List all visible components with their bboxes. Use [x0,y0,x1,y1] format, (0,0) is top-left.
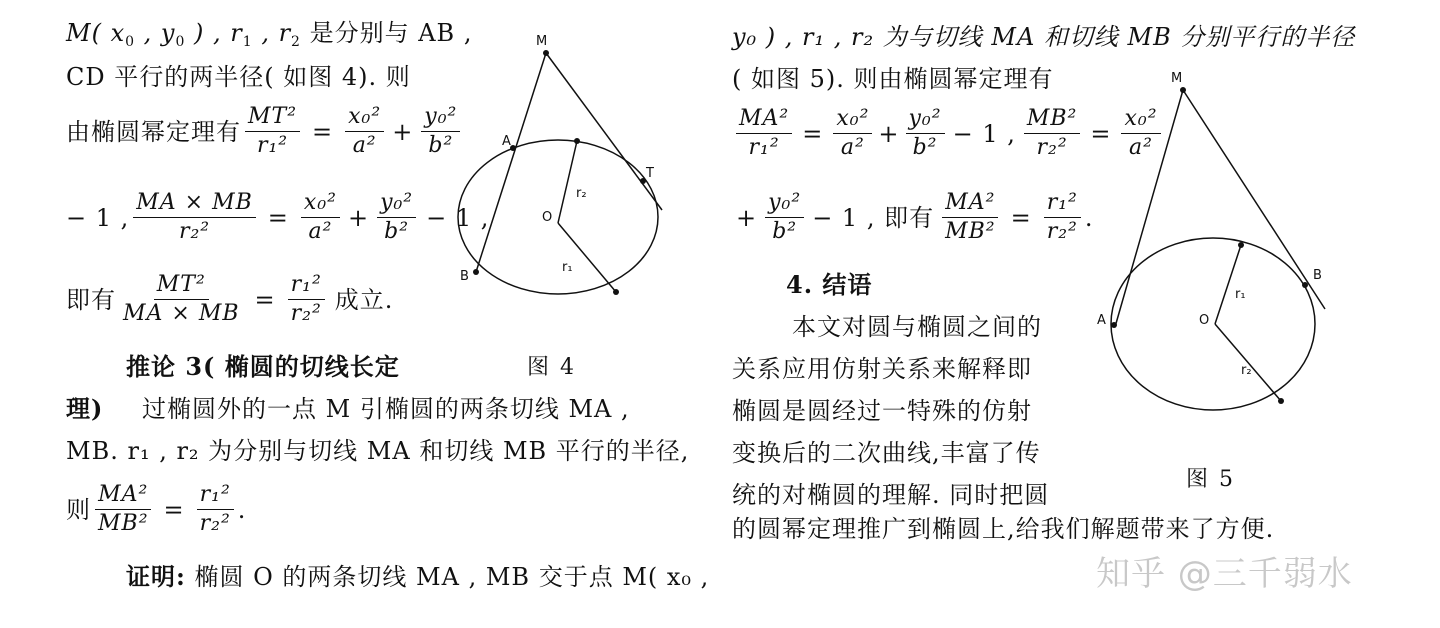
label-M: M [1171,71,1183,86]
fraction: $\frac{\text{x₀²}}{\text{a²}}$ [833,106,872,161]
fraction: $\frac{\text{MT²}}{\text{r₁²}}$ [245,104,300,159]
label-A: A [1097,313,1106,328]
conclusion-line-6: 的圆幂定理推广到椭圆上,给我们解题带来了方便. [732,515,1275,543]
right-line-2: ( 如图 5). 则由椭圆幂定理有 [732,65,1054,93]
point-r1-end [613,289,619,295]
tangent-line-MB [1183,90,1325,309]
conclusion-line-2: 关系应用仿射关系来解释即 [732,355,1032,383]
fraction: $\frac{\text{r₁²}}{\text{r₂²}}$ [197,482,234,537]
equation-line-1: 由椭圆幂定理有 $\frac{\text{MT²}}{\text{r₁²}}$ = $\frac{\text{x₀²}}{\text{a²}}$ + $\frac{\text{y₀²}}{\text{b²}}$ [66,104,464,159]
tangent-line-MT [546,53,662,210]
fraction: $\frac{\text{y₀²}}{\text{b²}}$ [765,190,804,245]
point-r2-end [1278,398,1284,404]
point-r1-end [1238,242,1244,248]
fraction: $\frac{\text{MA²}}{\text{r₁²}}$ [736,106,792,161]
figure-4-caption: 图 4 [527,355,576,380]
right-line-1: y₀ ) , r₁ , r₂ 为与切线 MA 和切线 MB 分别平行的半径 [732,23,1356,51]
corollary-title: 推论 3( 椭圆的切线长定 [126,352,400,381]
label-r2: r₂ [1241,363,1252,378]
figure-5-caption: 图 5 [1186,467,1235,492]
fraction: $\frac{\text{MA²}}{\text{MB²}}$ [95,482,152,537]
fraction: $\frac{\text{x₀²}}{\text{a²}}$ [1121,106,1160,161]
section-heading: 4. 结语 [786,270,873,299]
point-A [1111,322,1117,328]
equation-line-3: 即有 $\frac{\text{MT²}}{MA \times MB}$ = $\frac{\text{r₁²}}{\text{r₂²}}$ 成立. [66,272,394,326]
point-r2-end [574,138,580,144]
figure-4-diagram [440,25,680,315]
proof-label: 证明: [126,562,186,591]
fraction: $\frac{\text{x₀²}}{\text{a²}}$ [345,104,384,159]
conclusion-line-4: 变换后的二次曲线,丰富了传 [732,439,1041,467]
label-T: T [646,166,654,181]
fraction: $\frac{\text{y₀²}}{\text{b²}}$ [377,190,416,245]
label-B: B [460,269,469,284]
left-line-2: CD 平行的两半径( 如图 4). 则 [66,63,411,91]
fraction: $\frac{\text{MB²}}{\text{r₂²}}$ [1024,106,1081,161]
label-A: A [502,134,511,149]
equation-line-5: $\frac{\text{MA²}}{\text{r₁²}}$ = $\frac{\text{x₀²}}{\text{a²}}$ + $\frac{\text{y₀²}}{\text{b²}}$ − 1 , $\frac{\text{MB²}}{\text{r₂²}}$ = $\frac{\text{x₀²}}{\text{a²}}$ [732,106,1165,161]
proof-line: 证明: 椭圆 O 的两条切线 MA , MB 交于点 M( x₀ , [126,562,710,591]
tangent-line-MA [1115,90,1183,327]
figure-5-diagram [1095,62,1345,432]
conclusion-line-3: 椭圆是圆经过一特殊的仿射 [732,397,1032,425]
label-O: O [542,210,553,225]
point-B [1302,282,1308,288]
fraction: $\frac{\text{y₀²}}{\text{b²}}$ [906,106,945,161]
fraction: $\frac{\text{x₀²}}{\text{a²}}$ [301,190,340,245]
fraction: $\frac{\text{r₁²}}{\text{r₂²}}$ [1044,190,1081,245]
corollary-line-1: 理) 过椭圆外的一点 M 引椭圆的两条切线 MA , [66,394,630,423]
conclusion-line-1: 本文对圆与椭圆之间的 [792,313,1042,341]
conclusion-line-5: 统的对椭圆的理解. 同时把圆 [732,481,1050,509]
equation-line-2: − 1 , $\frac{MA \times MB}{\text{r₂²}}$ = $\frac{\text{x₀²}}{\text{a²}}$ + $\frac{\text{y₀²}}{\text{b²}}$ − 1 , [66,190,490,244]
fraction: $\frac{\text{y₀²}}{\text{b²}}$ [421,104,460,159]
point-B [473,269,479,275]
label-M: M [536,34,548,49]
label-r2: r₂ [576,186,587,201]
label-B: B [1313,268,1322,283]
fraction: $\frac{MA \times MB}{\text{r₂²}}$ [133,190,256,245]
ellipse [1111,238,1315,410]
radius-r1 [1215,245,1241,324]
radius-r1 [558,223,616,292]
radius-r2 [558,141,577,223]
label-r1: r₁ [1235,287,1246,302]
math-M: M [66,19,92,47]
fraction: $\frac{\text{r₁²}}{\text{r₂²}}$ [288,272,325,327]
left-line-1: M( $x_0$ , $y_0$ ) , $r_1$ , $r_2$ 是分别与 AB , [66,19,473,50]
equation-line-4: 则 $\frac{\text{MA²}}{\text{MB²}}$ = $\frac{\text{r₁²}}{\text{r₂²}}$ . [66,482,247,536]
point-M [543,50,549,56]
fraction: $\frac{\text{MT²}}{MA \times MB}$ [123,272,240,326]
label-O: O [1199,313,1210,328]
equation-line-6: + $\frac{\text{y₀²}}{\text{b²}}$ − 1 , 即有 $\frac{\text{MA²}}{\text{MB²}}$ = $\frac{\text{r₁²}}{\text{r₂²}}$ . [736,190,1094,244]
label-r1: r₁ [562,260,573,275]
corollary-line-2: MB. r₁ , r₂ 为分别与切线 MA 和切线 MB 平行的半径, [66,437,690,465]
fraction: $\frac{\text{MA²}}{\text{MB²}}$ [942,190,999,245]
point-M [1180,87,1186,93]
watermark: 知乎 @三千弱水 [1096,554,1353,594]
equation-lead-text: 由椭圆幂定理有 [66,117,241,146]
